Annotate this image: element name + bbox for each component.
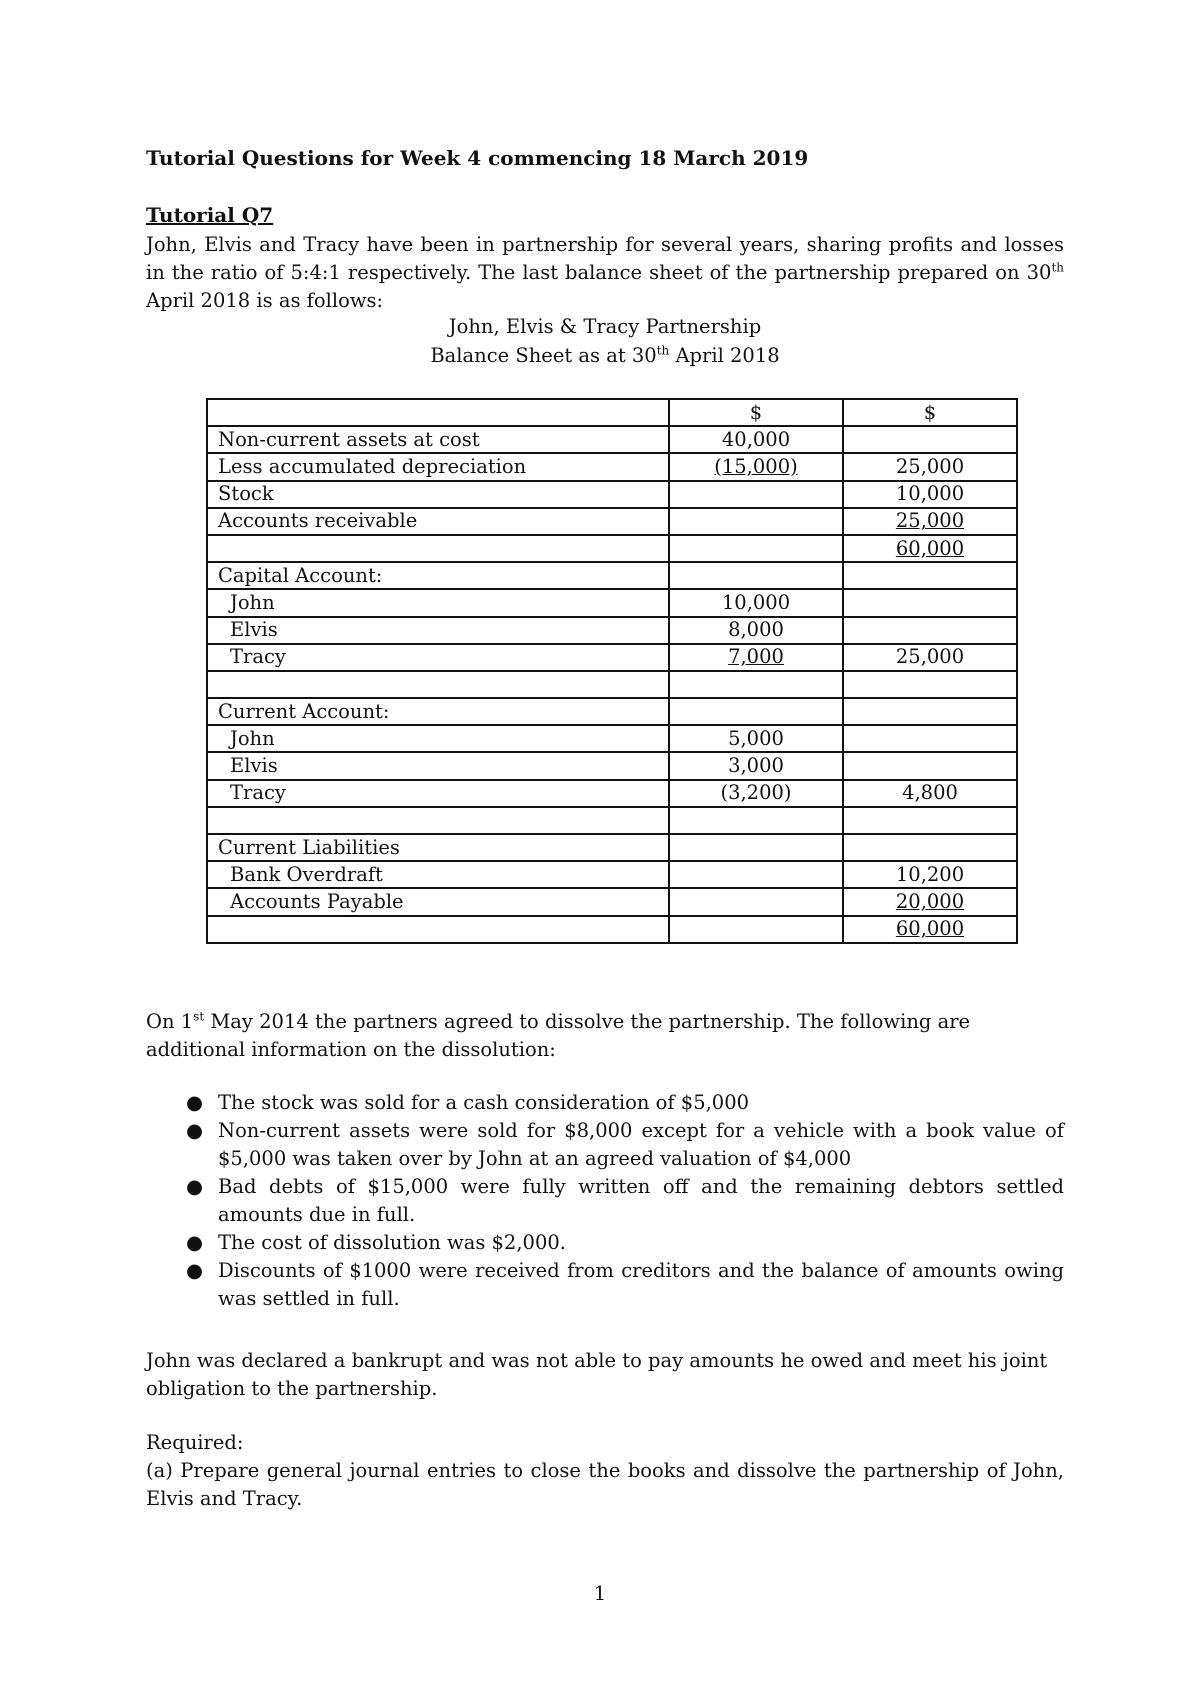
bullet-item — [146, 1089, 1064, 1117]
table-cell — [843, 725, 1017, 752]
cell-value: 7,000 — [728, 645, 784, 669]
cell-value: Stock — [218, 482, 274, 506]
table-cell — [843, 562, 1017, 589]
bullet-dot-icon: ● — [186, 1175, 204, 1198]
dissolution-paragraph — [146, 1008, 1064, 1064]
table-row — [207, 780, 1017, 807]
table-cell — [843, 481, 1017, 508]
page-number: 1 — [593, 1582, 607, 1605]
table-cell — [843, 861, 1017, 888]
table-cell — [669, 861, 843, 888]
table-cell — [843, 671, 1017, 698]
intro-paragraph — [146, 231, 1064, 315]
table-cell — [669, 780, 843, 807]
table-cell — [843, 888, 1017, 915]
table-cell — [843, 426, 1017, 453]
table-cell — [843, 617, 1017, 644]
table-cell — [207, 481, 669, 508]
table-cell — [843, 807, 1017, 834]
table-row — [207, 807, 1017, 834]
table-cell — [843, 535, 1017, 562]
cell-value: Elvis — [230, 618, 278, 642]
table-row — [207, 671, 1017, 698]
table-cell — [669, 481, 843, 508]
bullet-item — [146, 1117, 1064, 1173]
table-cell — [669, 916, 843, 943]
table-cell — [669, 508, 843, 535]
bullet-text: Bad debts of $15,000 were fully written off and the remaining debtors settled amounts due in full. — [218, 1175, 1064, 1226]
bullet-text: Discounts of $1000 were received from creditors and the balance of amounts owing was settled in full. — [218, 1259, 1064, 1310]
table-cell — [669, 752, 843, 779]
cell-value: 25,000 — [895, 509, 965, 533]
cell-value: 25,000 — [895, 454, 965, 478]
cell-value: Elvis — [230, 754, 278, 778]
table-cell — [843, 916, 1017, 943]
cell-value: John — [230, 590, 275, 614]
bullet-text: Non-current assets were sold for $8,000 except for a vehicle with a book value of $5,000 was taken over by John at an agreed valuation of $4,000 — [218, 1119, 1064, 1170]
cell-value: Capital Account: — [218, 563, 383, 587]
table-cell — [669, 426, 843, 453]
table-cell — [843, 453, 1017, 480]
cell-value: 20,000 — [895, 889, 965, 913]
cell-value: Tracy — [230, 645, 286, 669]
subtitle-sup: th — [656, 343, 670, 358]
required-label: Required: — [146, 1431, 244, 1454]
table-row — [207, 861, 1017, 888]
dissolution-text-end: May 2014 the partners agreed to dissolve the partnership. The following are additional information on the dissolution: — [146, 1010, 971, 1061]
table-cell — [207, 644, 669, 671]
table-cell — [669, 644, 843, 671]
table-cell — [843, 780, 1017, 807]
cell-value: Accounts receivable — [218, 509, 418, 533]
bullet-item — [146, 1229, 1064, 1257]
table-cell — [843, 508, 1017, 535]
table-cell — [207, 807, 669, 834]
dissolution-sup: st — [193, 1009, 205, 1024]
cell-value: Non-current assets at cost — [218, 427, 480, 451]
table-cell — [207, 725, 669, 752]
table-cell — [669, 671, 843, 698]
table-cell — [207, 888, 669, 915]
table-row — [207, 644, 1017, 671]
cell-value: Less accumulated depreciation — [218, 454, 527, 478]
cell-value: $ — [923, 400, 937, 424]
table-cell — [207, 752, 669, 779]
table-row — [207, 752, 1017, 779]
cell-value: 25,000 — [895, 645, 965, 669]
subtitle-text: Balance Sheet as at 30 — [430, 344, 657, 367]
table-cell — [207, 671, 669, 698]
tutorial-subheading: Tutorial Q7 — [146, 203, 274, 227]
table-header-row — [207, 399, 1017, 426]
balance-sheet-title: John, Elvis & Tracy Partnership — [448, 315, 762, 338]
cell-value: John — [230, 726, 275, 750]
table-cell — [207, 562, 669, 589]
table-cell — [669, 562, 843, 589]
intro-text: John, Elvis and Tracy have been in partnership for several years, sharing profits and losses in the ratio of 5:4:1 respectively. The last balance sheet of the partnership prepared on 30 — [146, 233, 1064, 284]
table-row — [207, 617, 1017, 644]
table-cell — [207, 426, 669, 453]
table-row — [207, 508, 1017, 535]
cell-value: 60,000 — [895, 536, 965, 560]
cell-value: 3,000 — [728, 754, 784, 778]
table-cell — [207, 780, 669, 807]
cell-value: 10,000 — [895, 482, 965, 506]
table-cell — [669, 453, 843, 480]
table-cell — [207, 617, 669, 644]
balance-sheet-subtitle — [146, 344, 1064, 367]
table-cell — [207, 861, 669, 888]
table-cell — [207, 508, 669, 535]
cell-value: 40,000 — [721, 427, 791, 451]
bankrupt-paragraph: John was declared a bankrupt and was not able to pay amounts he owed and meet his joint obligation to the partnership. — [146, 1349, 1048, 1400]
bullet-dot-icon: ● — [186, 1231, 204, 1254]
table-cell — [207, 698, 669, 725]
dissolution-text: On 1 — [146, 1010, 194, 1033]
cell-value: (15,000) — [714, 454, 798, 478]
bullet-item — [146, 1257, 1064, 1313]
table-cell — [669, 535, 843, 562]
table-row — [207, 562, 1017, 589]
cell-value: 8,000 — [728, 618, 784, 642]
table-cell — [669, 617, 843, 644]
cell-value: Bank Overdraft — [230, 862, 383, 886]
table-cell — [843, 644, 1017, 671]
cell-value: $ — [749, 400, 763, 424]
table-cell — [669, 698, 843, 725]
cell-value: 10,000 — [721, 590, 791, 614]
table-cell — [843, 698, 1017, 725]
table-cell — [669, 834, 843, 861]
table-row — [207, 481, 1017, 508]
table-row — [207, 589, 1017, 616]
bullet-dot-icon: ● — [186, 1259, 204, 1282]
intro-text-end: April 2018 is as follows: — [146, 289, 384, 312]
table-row — [207, 453, 1017, 480]
table-cell — [207, 589, 669, 616]
table-cell — [669, 589, 843, 616]
balance-sheet-table — [206, 398, 1018, 944]
bullet-text: The stock was sold for a cash consideration of $5,000 — [218, 1091, 750, 1114]
table-cell — [843, 399, 1017, 426]
table-cell — [207, 399, 669, 426]
cell-value: Accounts Payable — [230, 889, 404, 913]
table-cell — [207, 834, 669, 861]
table-row — [207, 698, 1017, 725]
table-cell — [843, 589, 1017, 616]
table-row — [207, 725, 1017, 752]
table-row — [207, 834, 1017, 861]
dissolution-bullet-list — [146, 1089, 1064, 1313]
required-part-a: (a) Prepare general journal entries to close the books and dissolve the partnership of John, Elvis and Tracy. — [146, 1459, 1064, 1510]
bullet-item — [146, 1173, 1064, 1229]
cell-value: 5,000 — [728, 726, 784, 750]
table-cell — [843, 834, 1017, 861]
table-row — [207, 535, 1017, 562]
bullet-dot-icon: ● — [186, 1119, 204, 1142]
table-row — [207, 916, 1017, 943]
table-cell — [669, 888, 843, 915]
table-cell — [669, 725, 843, 752]
table-cell — [669, 399, 843, 426]
cell-value: 10,200 — [895, 862, 965, 886]
bullet-text: The cost of dissolution was $2,000. — [218, 1231, 566, 1254]
subtitle-text-end: April 2018 — [669, 344, 780, 367]
table-row — [207, 888, 1017, 915]
table-cell — [207, 916, 669, 943]
cell-value: (3,200) — [720, 781, 792, 805]
intro-sup: th — [1051, 260, 1064, 275]
bullet-dot-icon: ● — [186, 1091, 204, 1114]
cell-value: 4,800 — [902, 781, 958, 805]
table-cell — [207, 535, 669, 562]
cell-value: Current Liabilities — [218, 835, 400, 859]
cell-value: Tracy — [230, 781, 286, 805]
cell-value: 60,000 — [895, 917, 965, 941]
cell-value: Current Account: — [218, 699, 390, 723]
table-cell — [207, 453, 669, 480]
table-row — [207, 426, 1017, 453]
page-heading: Tutorial Questions for Week 4 commencing 18 March 2019 — [146, 146, 809, 170]
table-cell — [669, 807, 843, 834]
table-cell — [843, 752, 1017, 779]
